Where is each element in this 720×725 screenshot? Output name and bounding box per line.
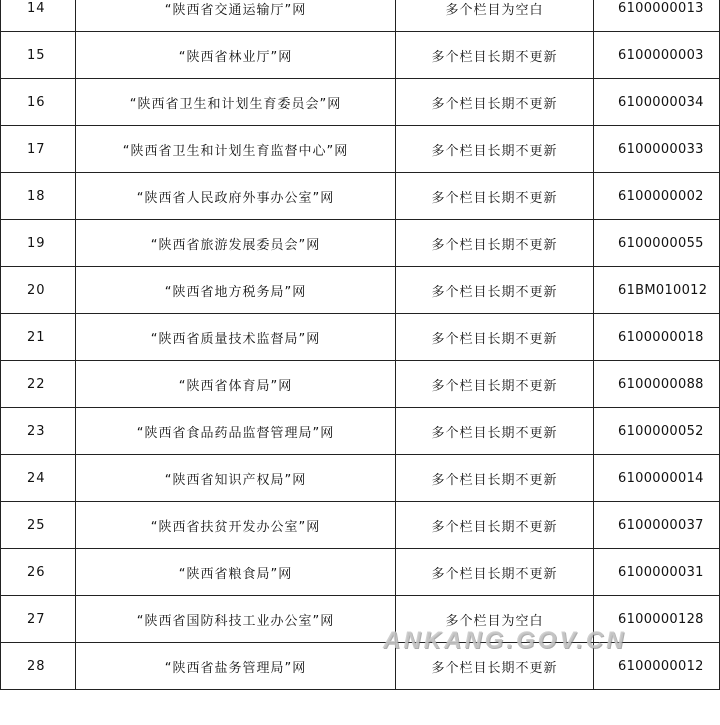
issue-description: 多个栏目长期不更新 (396, 314, 594, 360)
issue-description: 多个栏目长期不更新 (396, 173, 594, 219)
row-number: 27 (1, 596, 76, 642)
site-code: 6100000018 (618, 329, 704, 345)
site-code: 6100000012 (618, 658, 704, 674)
site-code: 6100000128 (618, 611, 704, 627)
issue-description: 多个栏目长期不更新 (396, 267, 594, 313)
issue-description: 多个栏目长期不更新 (396, 32, 594, 78)
row-number: 28 (1, 643, 76, 689)
website-name: “陕西省地方税务局”网 (76, 267, 396, 313)
issue-description: 多个栏目为空白 (396, 596, 594, 642)
site-code: 6100000003 (618, 47, 704, 63)
issue-description: 多个栏目长期不更新 (396, 549, 594, 595)
row-number: 17 (1, 126, 76, 172)
issue-description: 多个栏目长期不更新 (396, 643, 594, 689)
row-number: 26 (1, 549, 76, 595)
issue-description: 多个栏目长期不更新 (396, 79, 594, 125)
table-row (1, 408, 719, 455)
table-row (1, 220, 719, 267)
website-name: “陕西省国防科技工业办公室”网 (76, 596, 396, 642)
site-code: 6100000034 (618, 94, 704, 110)
table-row (1, 549, 719, 596)
table-row (1, 502, 719, 549)
row-number: 22 (1, 361, 76, 407)
table-row (1, 361, 719, 408)
site-code: 6100000031 (618, 564, 704, 580)
table-row (1, 455, 719, 502)
table-row (1, 79, 719, 126)
website-name: “陕西省质量技术监督局”网 (76, 314, 396, 360)
watermark: ANKANG.GOV.CN (383, 627, 627, 654)
site-code: 6100000052 (618, 423, 704, 439)
issue-description: 多个栏目长期不更新 (396, 361, 594, 407)
website-name: “陕西省扶贫开发办公室”网 (76, 502, 396, 548)
table-row (1, 314, 719, 361)
website-name: “陕西省食品药品监督管理局”网 (76, 408, 396, 454)
table-row (1, 32, 719, 79)
issue-description: 多个栏目长期不更新 (396, 220, 594, 266)
website-name: “陕西省林业厅”网 (76, 32, 396, 78)
website-name: “陕西省人民政府外事办公室”网 (76, 173, 396, 219)
site-code: 6100000055 (618, 235, 704, 251)
issue-description: 多个栏目为空白 (396, 0, 594, 31)
website-name: “陕西省知识产权局”网 (76, 455, 396, 501)
issue-description: 多个栏目长期不更新 (396, 126, 594, 172)
site-code: 61BM010012 (618, 282, 708, 298)
issue-description: 多个栏目长期不更新 (396, 455, 594, 501)
website-name: “陕西省盐务管理局”网 (76, 643, 396, 689)
site-code: 6100000013 (618, 0, 704, 16)
issue-description: 多个栏目长期不更新 (396, 408, 594, 454)
row-number: 23 (1, 408, 76, 454)
row-number: 15 (1, 32, 76, 78)
table-row (1, 0, 719, 32)
website-name: “陕西省体育局”网 (76, 361, 396, 407)
table-row (1, 643, 719, 690)
row-number: 18 (1, 173, 76, 219)
table-row (1, 173, 719, 220)
row-number: 14 (1, 0, 76, 31)
row-number: 16 (1, 79, 76, 125)
row-number: 24 (1, 455, 76, 501)
row-number: 19 (1, 220, 76, 266)
row-number: 20 (1, 267, 76, 313)
website-name: “陕西省卫生和计划生育委员会”网 (76, 79, 396, 125)
row-number: 21 (1, 314, 76, 360)
row-number: 25 (1, 502, 76, 548)
site-code: 6100000037 (618, 517, 704, 533)
website-name: “陕西省交通运输厅”网 (76, 0, 396, 31)
website-name: “陕西省粮食局”网 (76, 549, 396, 595)
issue-description: 多个栏目长期不更新 (396, 502, 594, 548)
site-code: 6100000002 (618, 188, 704, 204)
website-name: “陕西省旅游发展委员会”网 (76, 220, 396, 266)
site-code: 6100000014 (618, 470, 704, 486)
table-row (1, 596, 719, 643)
site-code: 6100000033 (618, 141, 704, 157)
table-row (1, 126, 719, 173)
table-row (1, 267, 719, 314)
website-name: “陕西省卫生和计划生育监督中心”网 (76, 126, 396, 172)
site-code: 6100000088 (618, 376, 704, 392)
